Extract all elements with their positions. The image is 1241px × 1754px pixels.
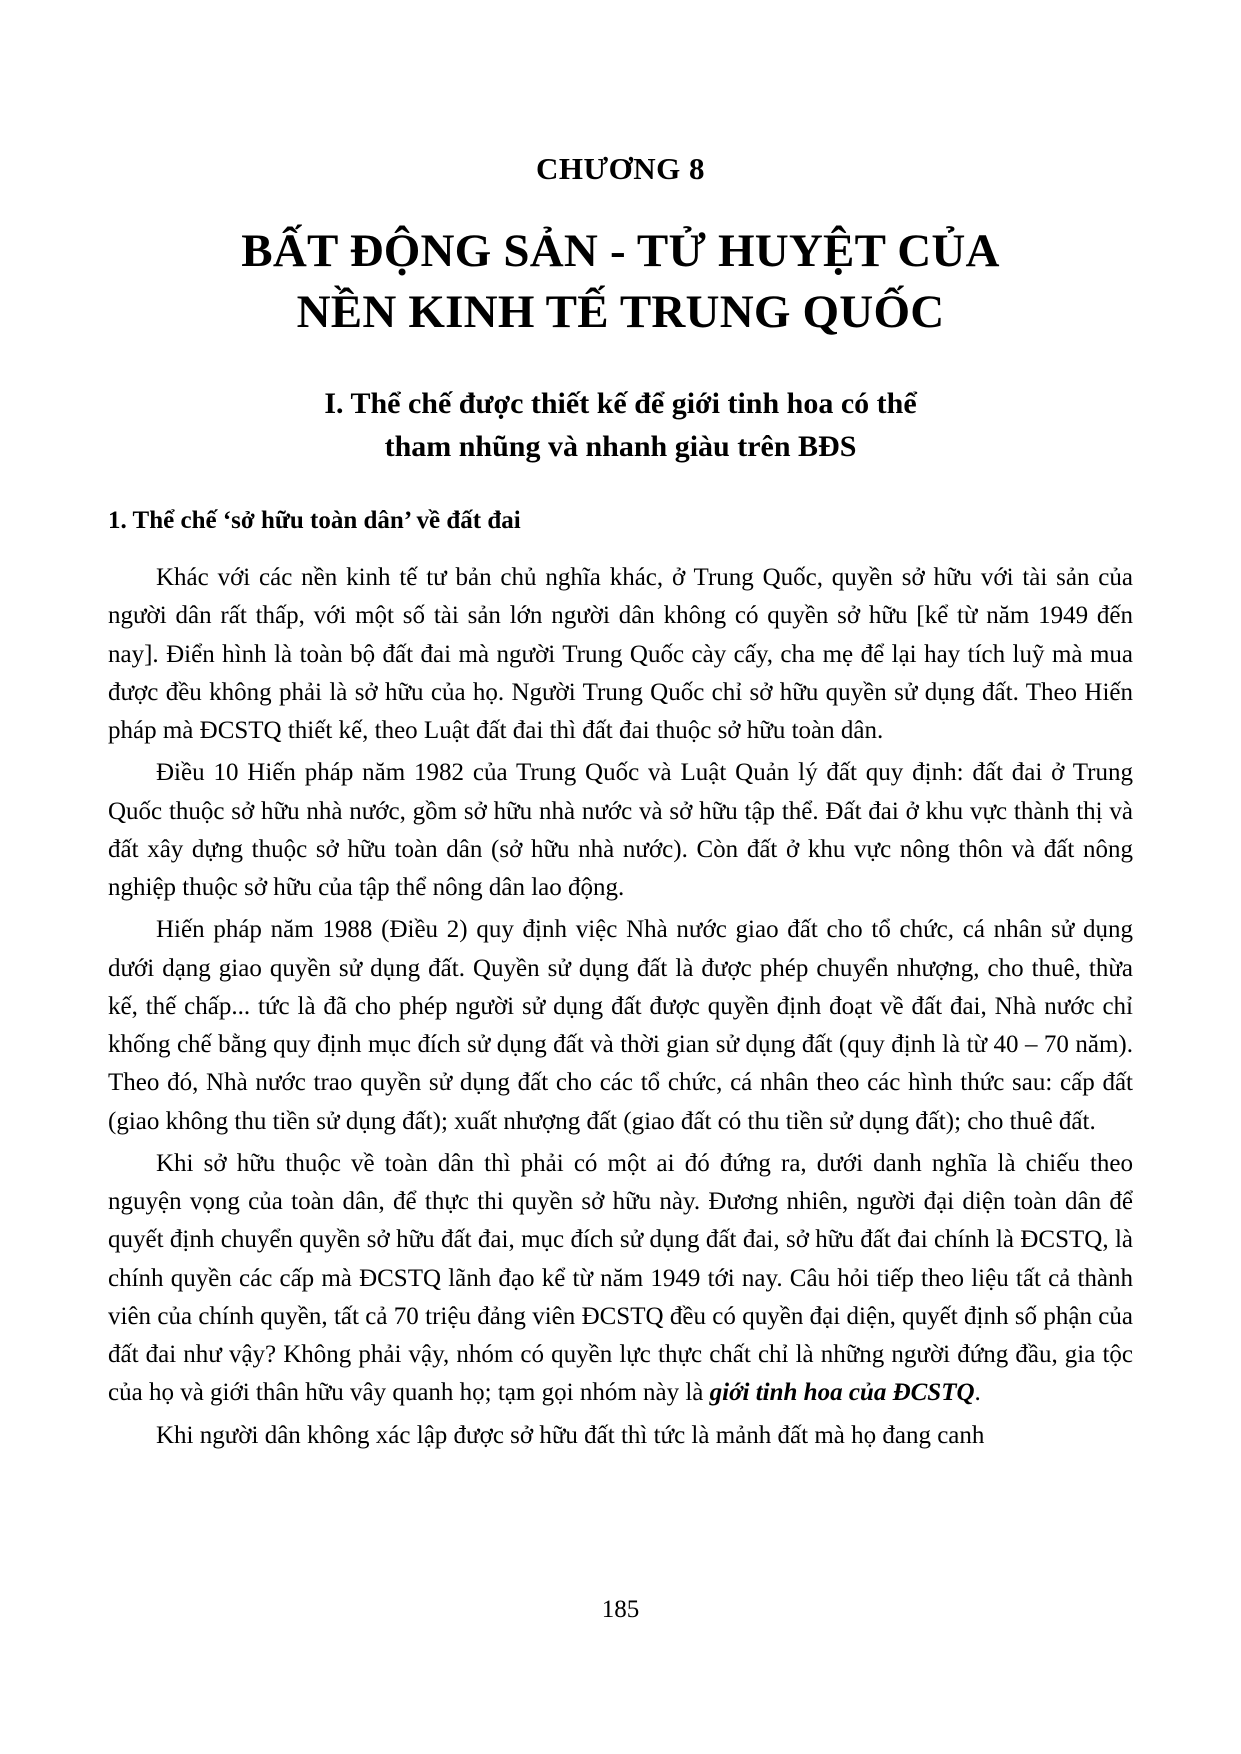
paragraph-4-emphasis: giới tinh hoa của ĐCSTQ (709, 1379, 975, 1407)
chapter-label: CHƯƠNG 8 (535, 151, 706, 186)
body-paragraph-4 (108, 1145, 1133, 1413)
chapter-title-line-2: NỀN KINH TẾ TRUNG QUỐC (296, 286, 945, 339)
section-heading-line-2: tham nhũng và nhanh giàu trên BĐS (384, 429, 857, 463)
body-paragraph-1: Khác với các nền kinh tế tư bản chủ nghĩa khác, ở Trung Quốc, quyền sở hữu với tài sản của người dân rất thấp, với một số tài sản lớn người dân không có quyền sở hữu [kể từ năm 1949 đến nay]. Điển hình là toàn bộ đất đai mà người Trung Quốc cày cấy, cha mẹ để lại hay tích luỹ mà mua được đều không phải là sở hữu của họ. Người Trung Quốc chỉ sở hữu quyền sử dụng đất. Theo Hiến pháp mà ĐCSTQ thiết kế, theo Luật đất đai thì đất đai thuộc sở hữu toàn dân. (108, 564, 1133, 745)
body-paragraph-2: Điều 10 Hiến pháp năm 1982 của Trung Quốc và Luật Quản lý đất quy định: đất đai ở Trung Quốc thuộc sở hữu nhà nước, gồm sở hữu nhà nước và sở hữu tập thể. Đất đai ở khu vực thành thị và đất xây dựng thuộc sở hữu toàn dân (sở hữu nhà nước). Còn đất ở khu vực nông thôn và đất nông nghiệp thuộc sở hữu của tập thể nông dân lao động. (108, 759, 1133, 902)
paragraph-4-text-after-italic: . (974, 1379, 981, 1407)
page-number: 185 (601, 1596, 640, 1623)
chapter-title-line-1: BẤT ĐỘNG SẢN - TỬ HUYỆT CỦA (241, 225, 1000, 278)
body-paragraph-3: Hiến pháp năm 1988 (Điều 2) quy định việc Nhà nước giao đất cho tổ chức, cá nhân sử dụng dưới dạng giao quyền sử dụng đất. Quyền sử dụng đất là được phép chuyển nhượng, cho thuê, thừa kế, thế chấp... tức là đã cho phép người sử dụng đất được quyền định đoạt về đất đai, Nhà nước chỉ khống chế bằng quy định mục đích sử dụng đất và thời gian sử dụng đất (quy định là từ 40 – 70 năm). Theo đó, Nhà nước trao quyền sử dụng đất cho các tổ chức, cá nhân theo các hình thức sau: cấp đất (giao không thu tiền sử dụng đất); xuất nhượng đất (giao đất có thu tiền sử dụng đất); cho thuê đất. (108, 916, 1133, 1135)
body-paragraph-5: Khi người dân không xác lập được sở hữu đất thì tức là mảnh đất mà họ đang canh (156, 1421, 985, 1449)
paragraph-4-text-before-italic: Khi sở hữu thuộc về toàn dân thì phải có một ai đó đứng ra, dưới danh nghĩa là chiếu theo nguyện vọng của toàn dân, để thực thi quyền sở hữu này. Đương nhiên, người đại diện toàn dân để quyết định chuyển quyền sở hữu đất đai, mục đích sử dụng đất đai, sở hữu đất đai chính là ĐCSTQ, là chính quyền các cấp mà ĐCSTQ lãnh đạo kể từ năm 1949 tới nay. Câu hỏi tiếp theo liệu tất cả thành viên của chính quyền, tất cả 70 triệu đảng viên ĐCSTQ đều có quyền đại diện, quyết định số phận của đất đai như vậy? Không phải vậy, nhóm có quyền lực thực chất chỉ là những người đứng đầu, gia tộc của họ và giới thân hữu vây quanh họ; tạm gọi nhóm này là (108, 1149, 1133, 1407)
section-heading-line-1: I. Thể chế được thiết kế để giới tinh hoa có thể (324, 387, 917, 421)
chapter-title (108, 221, 1133, 343)
subsection-heading: 1. Thể chế ‘sở hữu toàn dân’ về đất đai (108, 506, 521, 534)
page-content (108, 150, 1133, 1455)
section-heading (108, 383, 1133, 468)
